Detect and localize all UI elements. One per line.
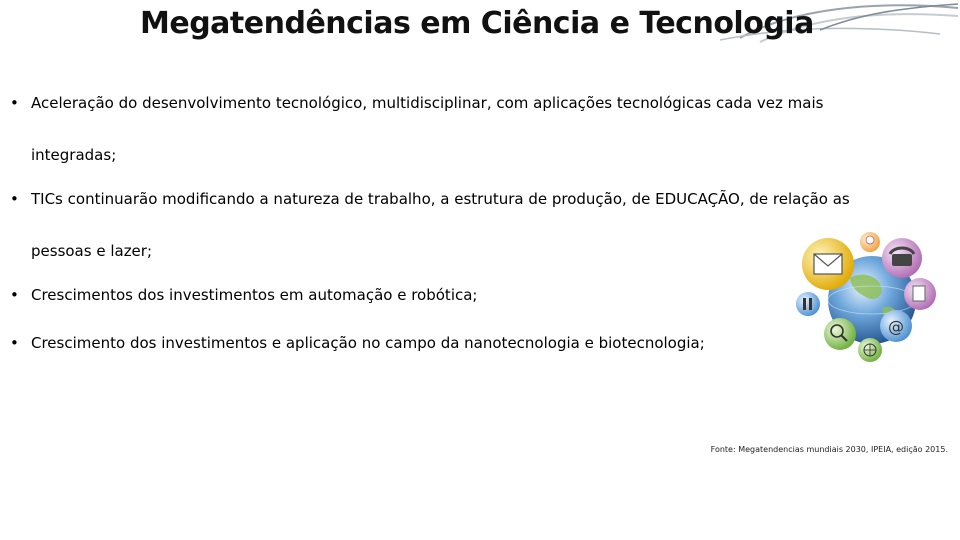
phone-icon xyxy=(882,238,922,278)
bullet-text-line1: Aceleração do desenvolvimento tecnológico, multidisciplinar, com aplicações tecnológicas cada vez mais xyxy=(31,94,824,112)
bullet-text-line1: Crescimento dos investimentos e aplicação no campo da nanotecnologia e biotecnologia; xyxy=(31,334,705,352)
at-sign-icon xyxy=(880,310,912,342)
source-citation: Fonte: Megatendencias mundiais 2030, IPEIA, edição 2015. xyxy=(710,445,948,454)
page-title: Megatendências em Ciência e Tecnologia xyxy=(140,6,814,41)
bullet-text-line2: pessoas e lazer; xyxy=(31,242,153,260)
bullet-marker: • xyxy=(10,334,19,352)
bullet-marker: • xyxy=(10,190,19,208)
info-icon xyxy=(796,292,820,316)
svg-text:@: @ xyxy=(888,317,904,336)
bullet-text-line2: integradas; xyxy=(31,146,117,164)
web-globe-icon xyxy=(858,338,882,362)
magnifier-icon xyxy=(824,318,856,350)
bullet-marker: • xyxy=(10,286,19,304)
envelope-icon xyxy=(802,238,854,290)
bullet-text-line1: TICs continuarão modificando a natureza de trabalho, a estrutura de produção, de EDUCAÇÃO, de relação as xyxy=(31,190,850,208)
bullet-marker: • xyxy=(10,94,19,112)
globe-communication-illustration xyxy=(790,228,950,368)
lightbulb-icon xyxy=(860,232,880,252)
bullet-text-line1: Crescimentos dos investimentos em automação e robótica; xyxy=(31,286,478,304)
document-icon xyxy=(904,278,936,310)
